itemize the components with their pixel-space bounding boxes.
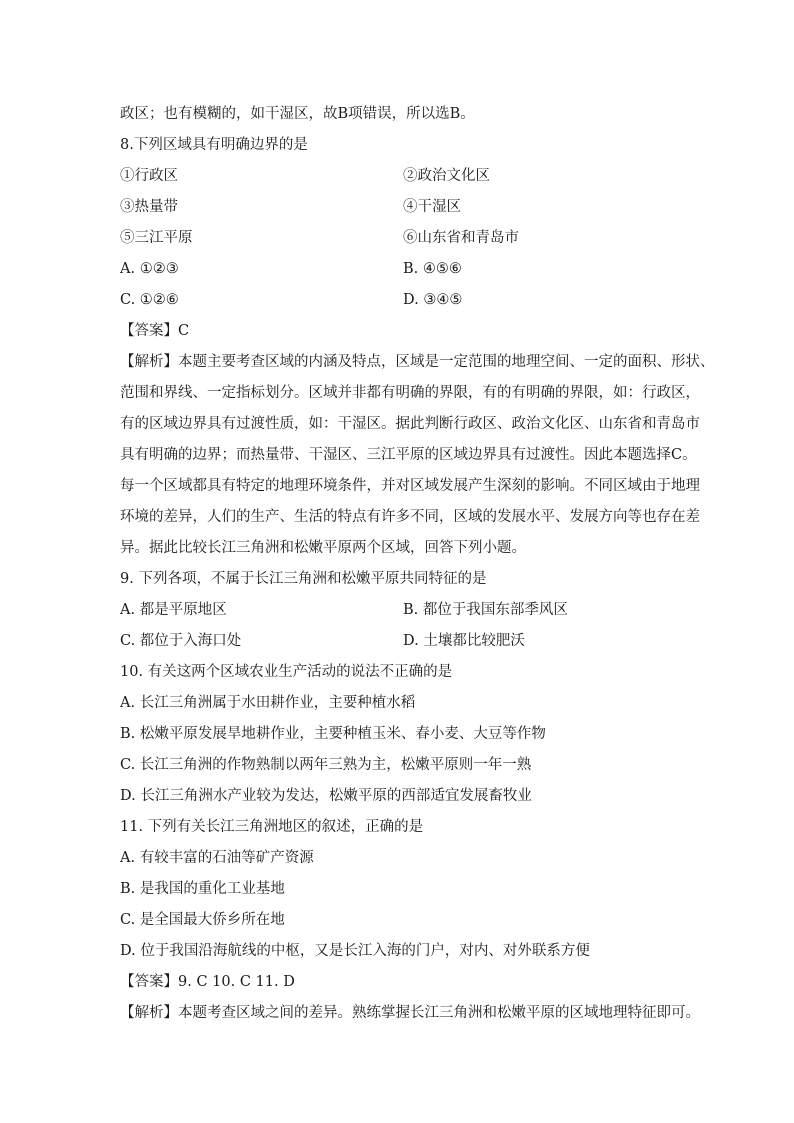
question-11: 11. 下列有关长江三角洲地区的叙述，正确的是	[120, 819, 424, 835]
analysis-line: 范围和界线、一定指标划分。区域并非都有明确的界限，有的有明确的界限，如：行政区，	[120, 385, 700, 401]
q8-item: ⑤三江平原	[120, 230, 193, 246]
q8-item: ⑥山东省和青岛市	[403, 230, 519, 246]
text-line: 政区；也有模糊的，如干湿区，故B项错误，所以选B。	[120, 106, 475, 122]
question-8: 8.下列区域具有明确边界的是	[120, 137, 308, 153]
q8-item: ②政治文化区	[403, 168, 490, 184]
analysis-line: 具有明确的边界；而热量带、干湿区、三江平原的区域边界具有过渡性。因此本题选择C。	[120, 447, 697, 463]
q8-item: ①行政区	[120, 168, 178, 184]
q11-option: A. 有较丰富的石油等矿产资源	[120, 850, 314, 866]
question-10: 10. 有关这两个区域农业生产活动的说法不正确的是	[120, 664, 453, 680]
q10-option: C. 长江三角洲的作物熟制以两年三熟为主，松嫩平原则一年一熟	[120, 757, 532, 773]
passage-line: 每一个区域都具有特定的地理环境条件，并对区域发展产生深刻的影响。不同区域由于地理	[120, 478, 700, 494]
analysis-line: 有的区域边界具有过渡性质，如：干湿区。据此判断行政区、政治文化区、山东省和青岛市	[120, 416, 700, 432]
q11-option: D. 位于我国沿海航线的中枢，又是长江入海的门户，对内、对外联系方便	[120, 943, 590, 959]
q10-option: D. 长江三角洲水产业较为发达，松嫩平原的西部适宜发展畜牧业	[120, 788, 532, 804]
q8-option: B. ④⑤⑥	[403, 261, 462, 277]
answer-label: 【答案】C	[120, 323, 190, 339]
answer-label: 【答案】9. C 10. C 11. D	[120, 974, 295, 990]
q10-option: B. 松嫩平原发展旱地耕作业，主要种植玉米、春小麦、大豆等作物	[120, 726, 546, 742]
q9-option: C. 都位于入海口处	[120, 633, 242, 649]
q11-option: C. 是全国最大侨乡所在地	[120, 912, 285, 928]
q9-option: A. 都是平原地区	[120, 602, 227, 618]
q8-item: ④干湿区	[403, 199, 461, 215]
passage-line: 环境的差异，人们的生产、生活的特点有许多不同，区域的发展水平、发展方向等也存在差	[120, 509, 700, 525]
passage-line: 异。据此比较长江三角洲和松嫩平原两个区域，回答下列小题。	[120, 540, 526, 556]
q9-option: B. 都位于我国东部季风区	[403, 602, 568, 618]
analysis-line: 【解析】本题考查区域之间的差异。熟练掌握长江三角洲和松嫩平原的区域地理特征即可。	[120, 1005, 700, 1021]
q9-option: D. 土壤都比较肥沃	[403, 633, 525, 649]
q8-option: C. ①②⑥	[120, 292, 179, 308]
q8-item: ③热量带	[120, 199, 178, 215]
q11-option: B. 是我国的重化工业基地	[120, 881, 285, 897]
analysis-line: 【解析】本题主要考查区域的内涵及特点，区域是一定范围的地理空间、一定的面积、形状、	[120, 354, 715, 370]
q10-option: A. 长江三角洲属于水田耕作业，主要种植水稻	[120, 695, 416, 711]
q8-option: A. ①②③	[120, 261, 179, 277]
question-9: 9. 下列各项，不属于长江三角洲和松嫩平原共同特征的是	[120, 571, 487, 587]
q8-option: D. ③④⑤	[403, 292, 463, 308]
